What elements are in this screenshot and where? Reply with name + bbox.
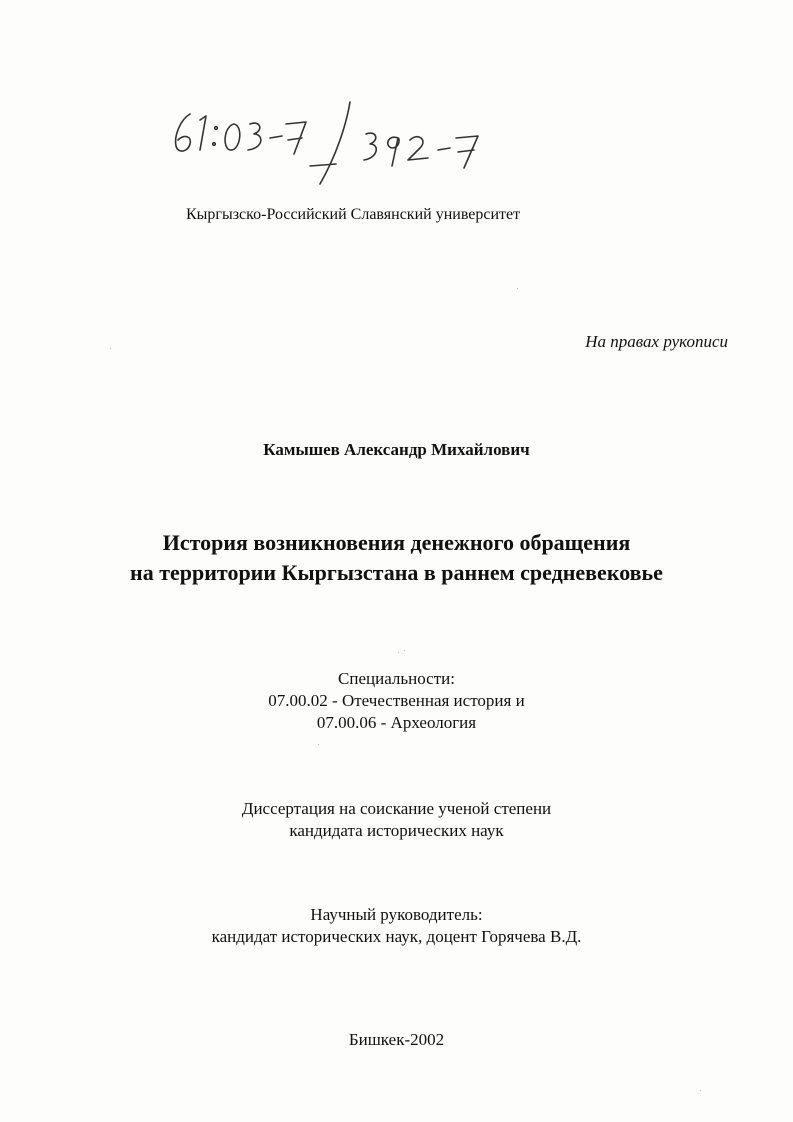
title-line-1: История возникновения денежного обращения [162,530,631,555]
specialty-item: 07.00.06 - Археология [316,713,477,732]
title-line-2: на территории Кыргызстана в раннем средневековье [130,560,663,585]
scan-speck [517,288,518,289]
university-name: Кыргызско-Российский Славянский университет [186,206,521,223]
city-year: Бишкек-2002 [348,1030,445,1049]
specialty-item: 07.00.02 - Отечественная история и [268,691,525,710]
dissertation-line: кандидата исторических наук [289,821,504,840]
author-name: Камышев Александр Михайлович [263,440,530,459]
supervisor-block [0,904,793,948]
scan-speck [404,650,405,651]
scan-speck [398,652,399,653]
scan-speck [700,1090,701,1091]
handwritten-code [160,86,520,196]
rights-note: На правах рукописи [585,332,728,351]
supervisor-name: кандидат исторических наук, доцент Горячева В.Д. [211,927,582,946]
scan-speck [110,348,111,349]
dissertation-block [0,798,793,842]
supervisor-heading: Научный руководитель: [310,905,483,924]
specialties-heading: Специальности: [338,669,455,688]
scan-speck [318,744,319,745]
specialties-block [0,668,793,734]
dissertation-line: Диссертация на соискание ученой степени [241,799,552,818]
